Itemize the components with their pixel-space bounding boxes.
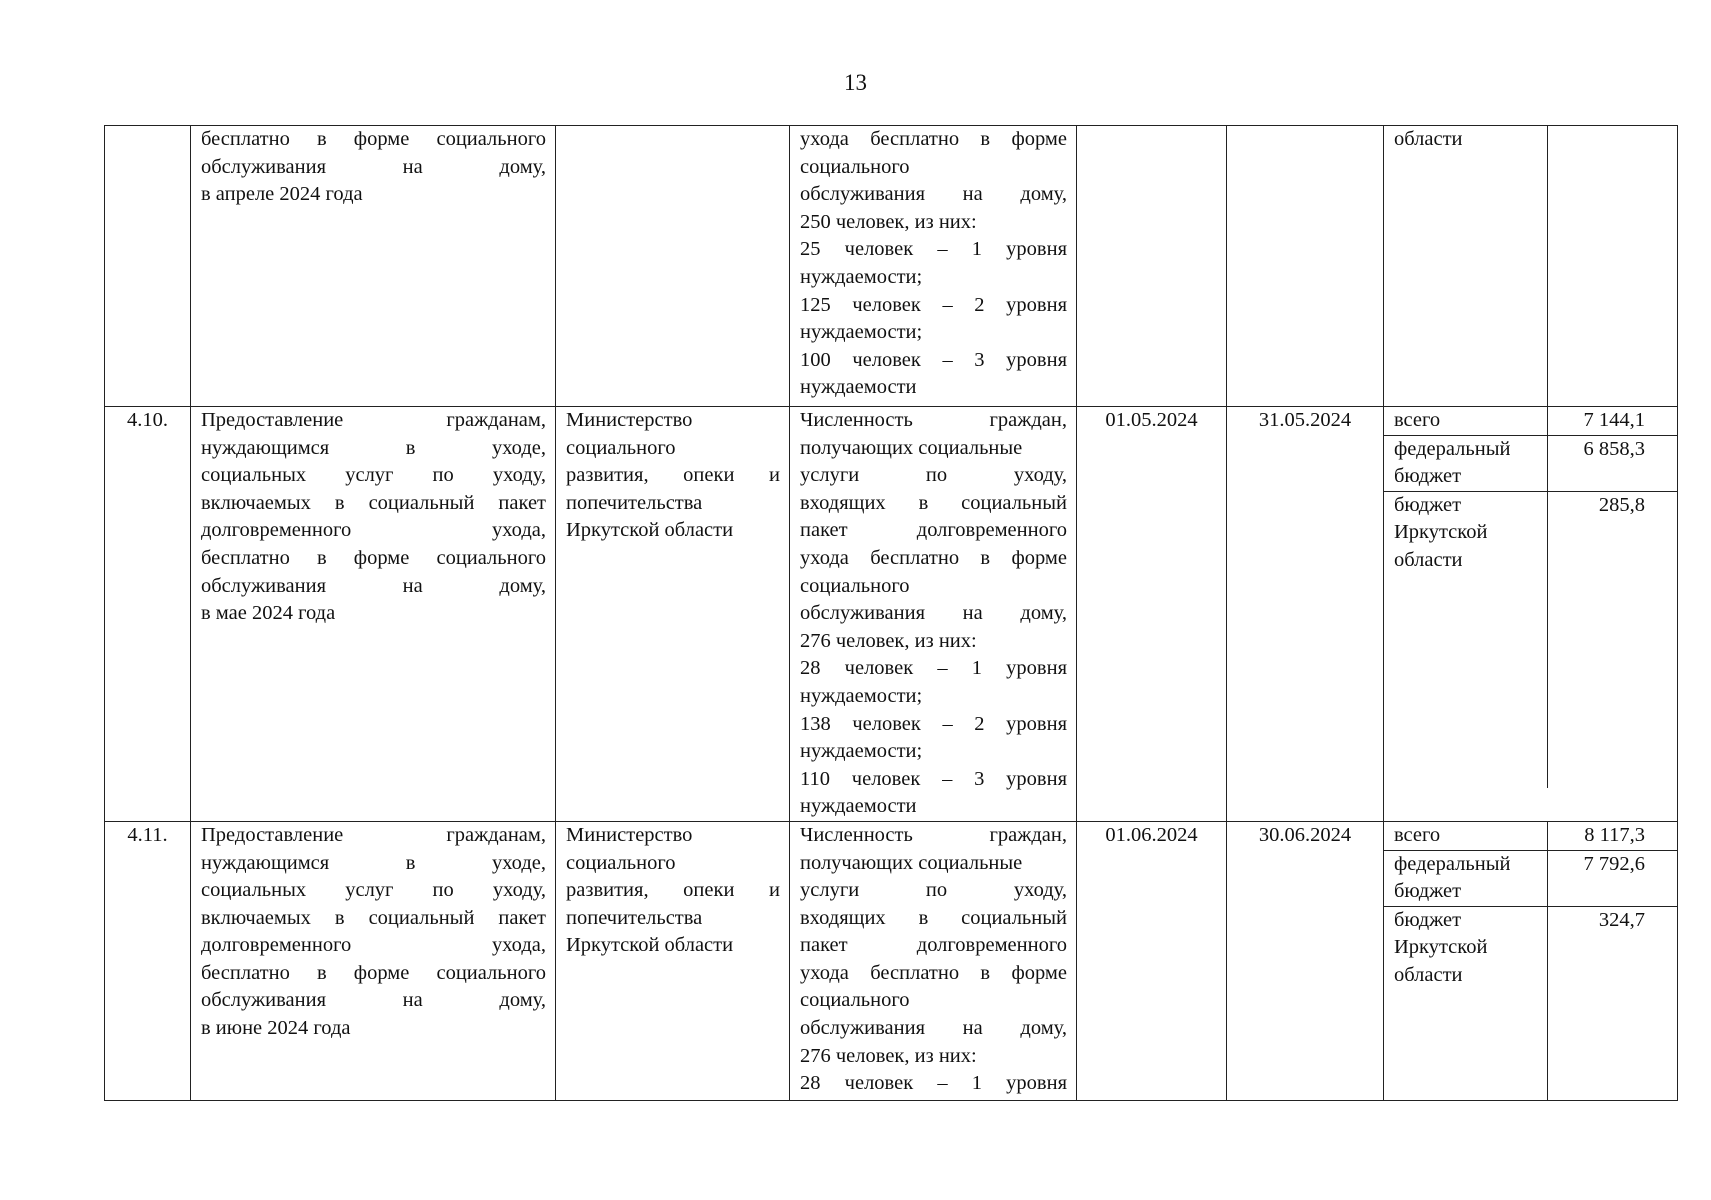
indicator-line: 138 человек – 2 уровня — [800, 712, 1067, 735]
financing-cell — [1384, 126, 1678, 407]
description-line: в июне 2024 года — [201, 1017, 351, 1040]
description-line: обслуживания на дому, — [201, 989, 546, 1012]
indicator-line: пакет долговременного — [800, 934, 1067, 957]
indicator-line: ухода бесплатно в форме — [800, 961, 1067, 984]
indicator-line: получающих социальные — [800, 436, 1023, 459]
start-date: 01.06.2024 — [1077, 821, 1227, 1100]
end-date: 31.05.2024 — [1227, 407, 1384, 822]
financing-source: области — [1384, 126, 1548, 406]
result-indicator — [790, 126, 1077, 407]
indicator-line: 110 человек – 3 уровня — [800, 767, 1067, 790]
description-line: включаемых в социальный пакет — [201, 906, 546, 929]
executor-line: попечительства — [566, 906, 703, 929]
indicator-line: ухода бесплатно в форме — [800, 546, 1067, 569]
financing-row — [1384, 822, 1677, 850]
description-line: бесплатно в форме социального — [201, 128, 546, 150]
result-indicator — [790, 821, 1077, 1100]
indicator-line: пакет долговременного — [800, 519, 1067, 542]
financing-table — [1384, 822, 1677, 1100]
indicator-line: услуги по уходу, — [800, 879, 1067, 902]
description-line: Предоставление гражданам, — [201, 409, 546, 431]
responsible-executor — [556, 407, 790, 822]
financing-cell — [1384, 821, 1678, 1100]
table-row — [105, 407, 1678, 822]
result-indicator — [790, 407, 1077, 822]
indicator-line: нуждаемости; — [800, 265, 923, 288]
description-line: социальных услуг по уходу, — [201, 879, 546, 902]
indicator-line: ухода бесплатно в форме — [800, 128, 1067, 150]
description-line: в мае 2024 года — [201, 602, 336, 625]
financing-row — [1384, 126, 1677, 406]
indicator-line: социального — [800, 155, 910, 178]
financing-source: всего — [1384, 822, 1548, 850]
indicator-line: 25 человек – 1 уровня — [800, 238, 1067, 261]
financing-cell — [1384, 407, 1678, 822]
start-date — [1077, 126, 1227, 407]
end-date: 30.06.2024 — [1227, 821, 1384, 1100]
item-number: 4.11. — [105, 821, 191, 1100]
financing-table — [1384, 126, 1677, 406]
financing-source: всего — [1384, 407, 1548, 435]
start-date: 01.05.2024 — [1077, 407, 1227, 822]
indicator-line: обслуживания на дому, — [800, 1017, 1067, 1040]
responsible-executor — [556, 821, 790, 1100]
page-number: 13 — [844, 70, 867, 95]
description-line: нуждающимся в уходе, — [201, 436, 546, 459]
financing-amount: 324,7 — [1598, 908, 1645, 931]
financing-table — [1384, 407, 1677, 788]
indicator-line: нуждаемости — [800, 795, 917, 818]
description-line: Предоставление гражданам, — [201, 823, 546, 846]
indicator-line: входящих в социальный — [800, 906, 1067, 929]
indicator-line: получающих социальные — [800, 851, 1023, 874]
indicator-line: социального — [800, 574, 910, 597]
description-line: долговременного ухода, — [201, 934, 546, 957]
indicator-line: услуги по уходу, — [800, 464, 1067, 487]
indicator-line: социального — [800, 989, 910, 1012]
executor-line: попечительства — [566, 491, 703, 514]
responsible-executor — [556, 126, 790, 407]
indicator-line: входящих в социальный — [800, 491, 1067, 514]
description-line: долговременного ухода, — [201, 519, 546, 542]
description-line: обслуживания на дому, — [201, 574, 546, 597]
financing-source: федеральный бюджет — [1384, 435, 1548, 491]
executor-line: социального — [566, 851, 676, 874]
executor-line: Иркутской области — [566, 519, 734, 542]
table-row — [105, 821, 1678, 1100]
indicator-line: 28 человек – 1 уровня — [800, 1072, 1067, 1095]
indicator-line: 125 человек – 2 уровня — [800, 293, 1067, 316]
description-line: включаемых в социальный пакет — [201, 491, 546, 514]
activity-description — [191, 126, 556, 407]
end-date — [1227, 126, 1384, 407]
executor-line: Министерство — [566, 409, 693, 431]
indicator-line: Численность граждан, — [800, 409, 1067, 431]
financing-amount — [1548, 126, 1678, 406]
financing-row — [1384, 407, 1677, 435]
financing-amount: 7 792,6 — [1548, 850, 1678, 906]
activities-table — [104, 125, 1678, 1101]
activity-description — [191, 821, 556, 1100]
item-number: 4.10. — [105, 407, 191, 822]
executor-line: развития, опеки и — [566, 464, 780, 487]
financing-row — [1384, 435, 1677, 491]
indicator-line: Численность граждан, — [800, 823, 1067, 846]
executor-line: развития, опеки и — [566, 879, 780, 902]
indicator-line: 250 человек, из них: — [800, 210, 977, 233]
executor-line: Иркутской области — [566, 934, 734, 957]
indicator-line: нуждаемости; — [800, 740, 923, 763]
description-line: бесплатно в форме социального — [201, 961, 546, 984]
item-number — [105, 126, 191, 407]
indicator-line: 100 человек – 3 уровня — [800, 348, 1067, 371]
indicator-line: 28 человек – 1 уровня — [800, 657, 1067, 680]
indicator-line: нуждаемости — [800, 376, 917, 399]
description-line: обслуживания на дому, — [201, 155, 546, 178]
financing-amount: 7 144,1 — [1548, 407, 1678, 435]
activity-description — [191, 407, 556, 822]
executor-line: Министерство — [566, 823, 693, 846]
indicator-line: обслуживания на дому, — [800, 183, 1067, 206]
description-line: бесплатно в форме социального — [201, 546, 546, 569]
financing-row — [1384, 906, 1677, 1100]
indicator-line: нуждаемости; — [800, 321, 923, 344]
description-line: социальных услуг по уходу, — [201, 464, 546, 487]
financing-amount: 8 117,3 — [1548, 822, 1678, 850]
financing-amount: 6 858,3 — [1548, 435, 1678, 491]
description-line: нуждающимся в уходе, — [201, 851, 546, 874]
financing-source: федеральный бюджет — [1384, 850, 1548, 906]
financing-source: бюджет Иркутской области — [1384, 491, 1548, 788]
financing-source: бюджет Иркутской области — [1384, 906, 1548, 1100]
description-line: в апреле 2024 года — [201, 183, 363, 206]
indicator-line: обслуживания на дому, — [800, 602, 1067, 625]
financing-amount: 285,8 — [1598, 493, 1645, 516]
indicator-line: нуждаемости; — [800, 684, 923, 707]
indicator-line: 276 человек, из них: — [800, 1044, 977, 1067]
financing-row — [1384, 491, 1677, 788]
financing-row — [1384, 850, 1677, 906]
executor-line: социального — [566, 436, 676, 459]
table-row — [105, 126, 1678, 407]
indicator-line: 276 человек, из них: — [800, 629, 977, 652]
